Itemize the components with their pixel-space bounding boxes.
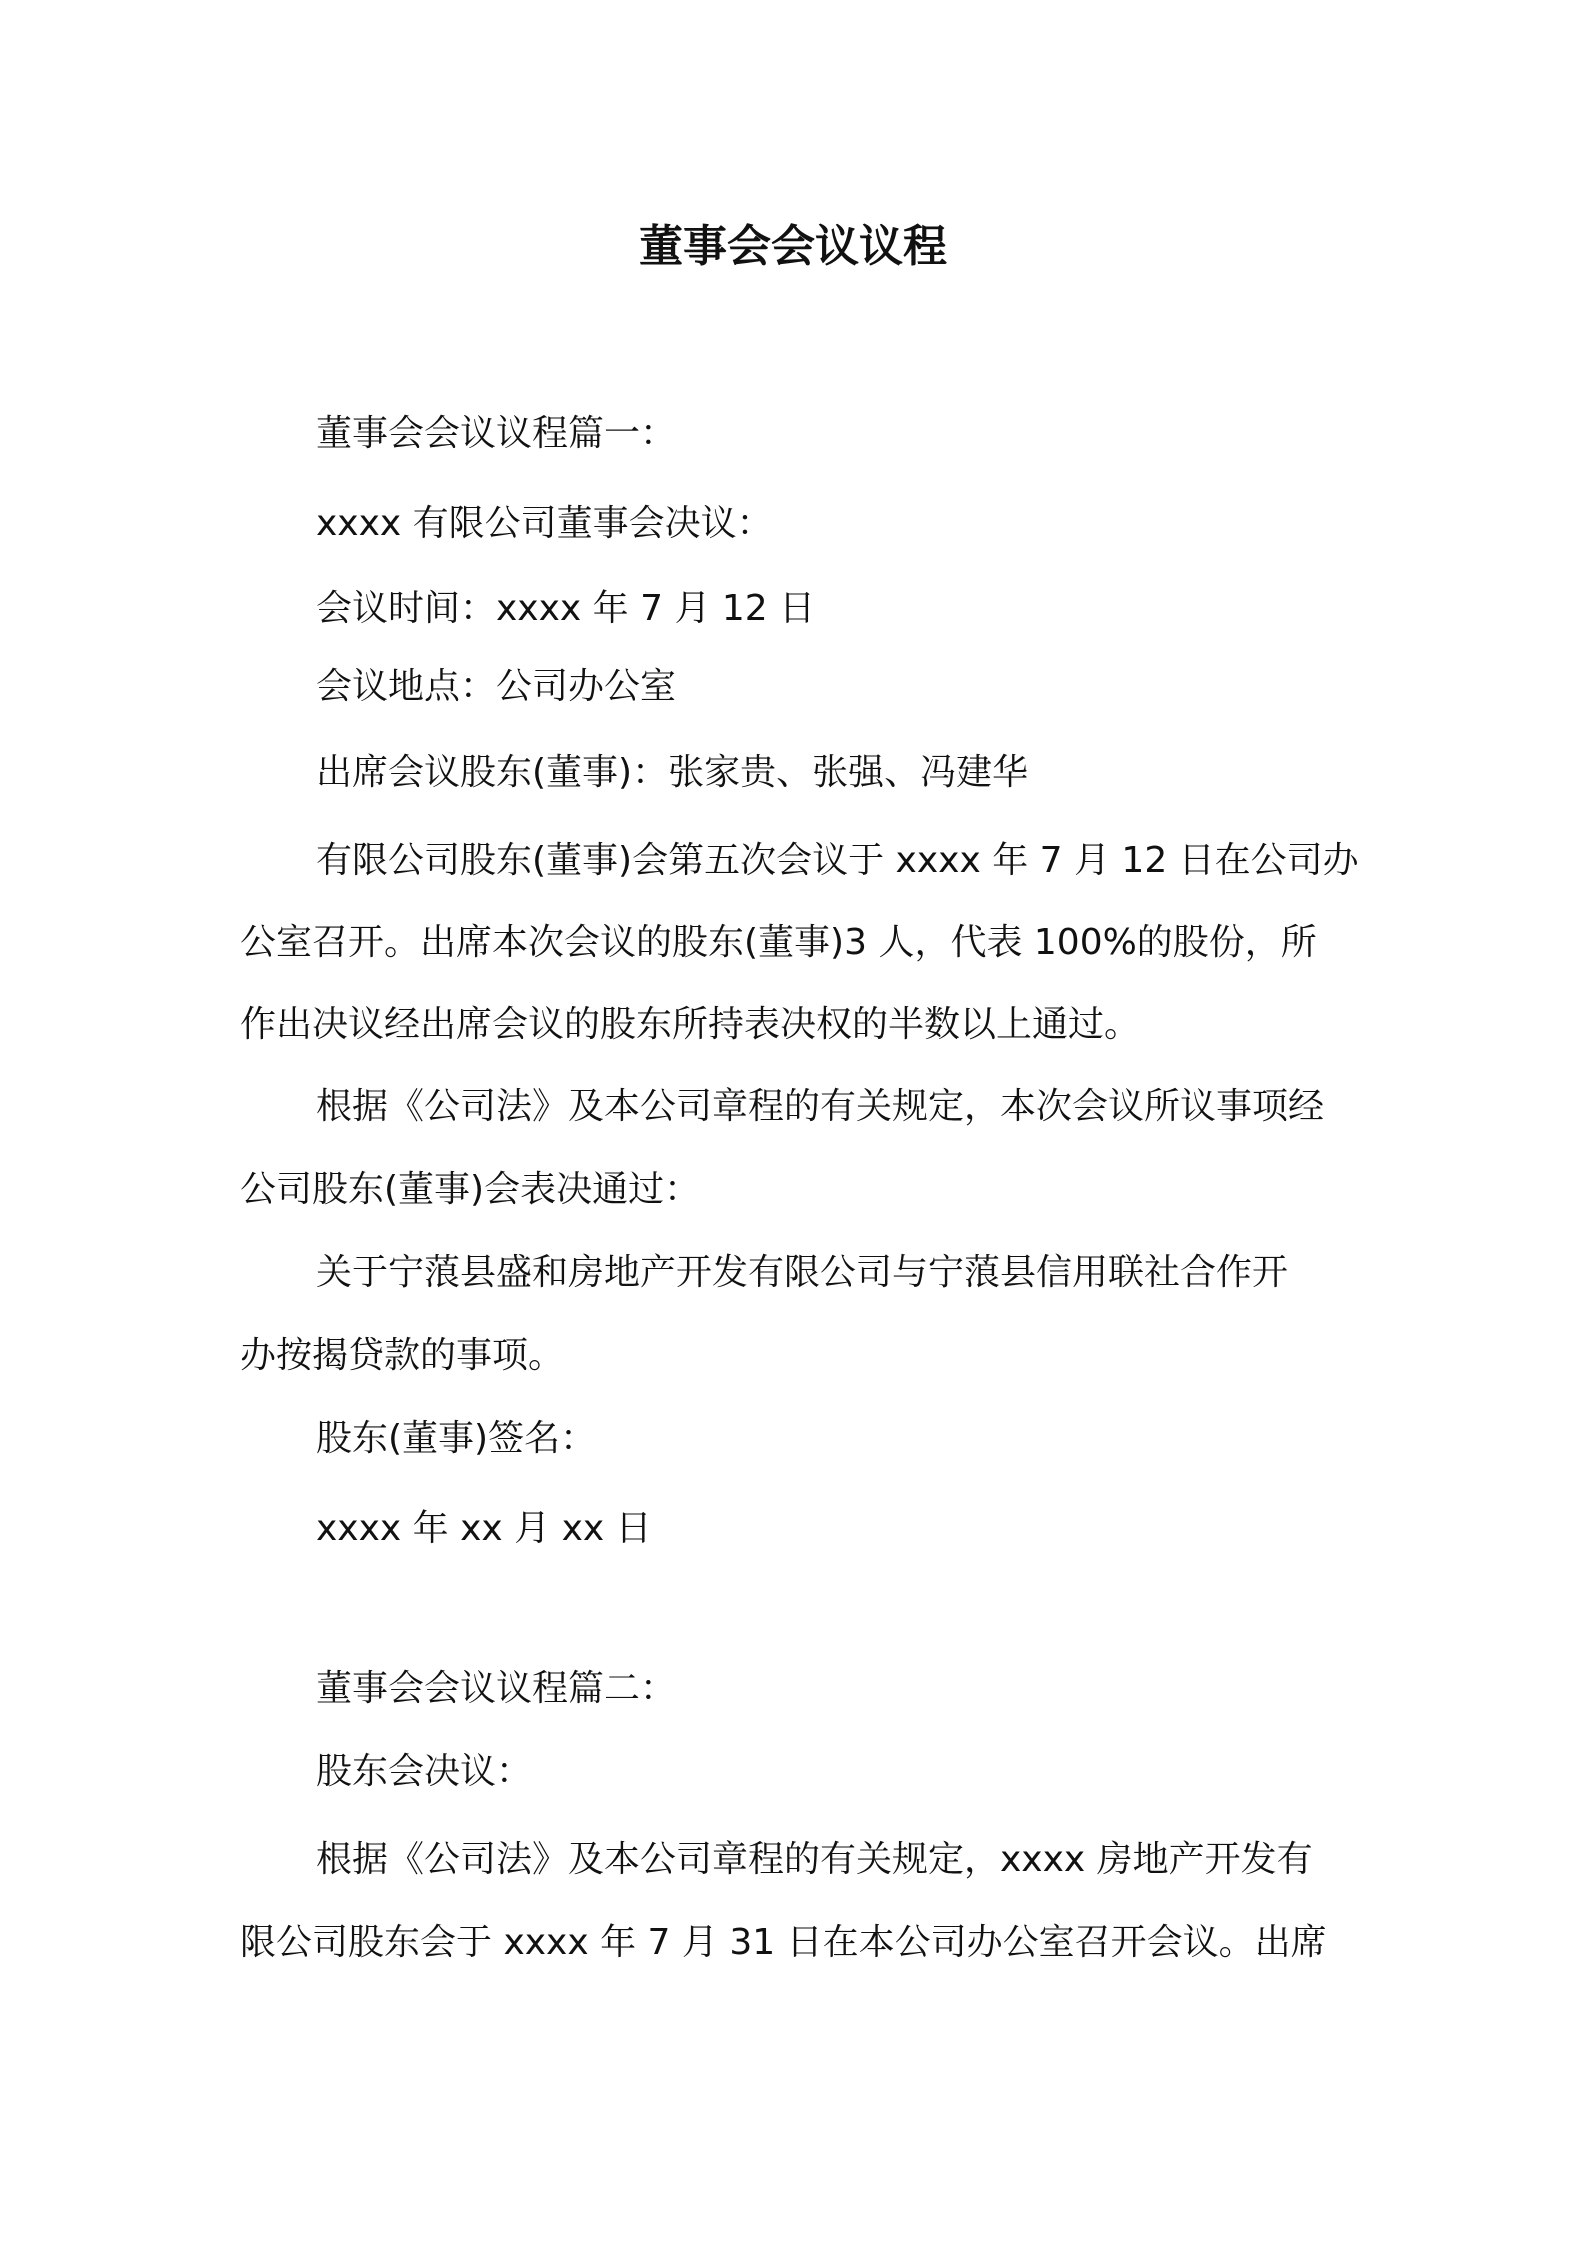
body-text-line: 根据《公司法》及本公司章程的有关规定，本次会议所议事项经 xyxy=(316,1086,1325,1127)
section-heading-2: 董事会会议议程篇二： xyxy=(316,1668,677,1709)
section-heading-1: 董事会会议议程篇一： xyxy=(316,413,677,454)
body-text-line: 公室召开。出席本次会议的股东(董事)3 人，代表 100%的股份，所 xyxy=(240,922,1317,963)
meeting-location: 会议地点：公司办公室 xyxy=(316,666,677,707)
resolution-title: xxxx 有限公司董事会决议： xyxy=(316,503,773,544)
body-text-line: 办按揭贷款的事项。 xyxy=(240,1335,565,1376)
body-text-line: 有限公司股东(董事)会第五次会议于 xxxx 年 7 月 12 日在公司办 xyxy=(316,840,1359,881)
body-text-line: 关于宁蒗县盛和房地产开发有限公司与宁蒗县信用联社合作开 xyxy=(316,1252,1289,1293)
resolution-title: 股东会决议： xyxy=(316,1751,533,1792)
document-title: 董事会会议议程 xyxy=(639,221,947,272)
meeting-time: 会议时间：xxxx 年 7 月 12 日 xyxy=(316,588,816,629)
body-text-line: 作出决议经出席会议的股东所持表决权的半数以上通过。 xyxy=(240,1004,1141,1045)
body-text-line: 公司股东(董事)会表决通过： xyxy=(240,1169,701,1210)
body-text-line: 限公司股东会于 xxxx 年 7 月 31 日在本公司办公室召开会议。出席 xyxy=(240,1922,1327,1963)
signature-date: xxxx 年 xx 月 xx 日 xyxy=(316,1508,652,1549)
meeting-attendees: 出席会议股东(董事)：张家贵、张强、冯建华 xyxy=(316,752,1029,793)
body-text-line: 根据《公司法》及本公司章程的有关规定，xxxx 房地产开发有 xyxy=(316,1839,1313,1880)
signature-label: 股东(董事)签名： xyxy=(316,1418,597,1459)
